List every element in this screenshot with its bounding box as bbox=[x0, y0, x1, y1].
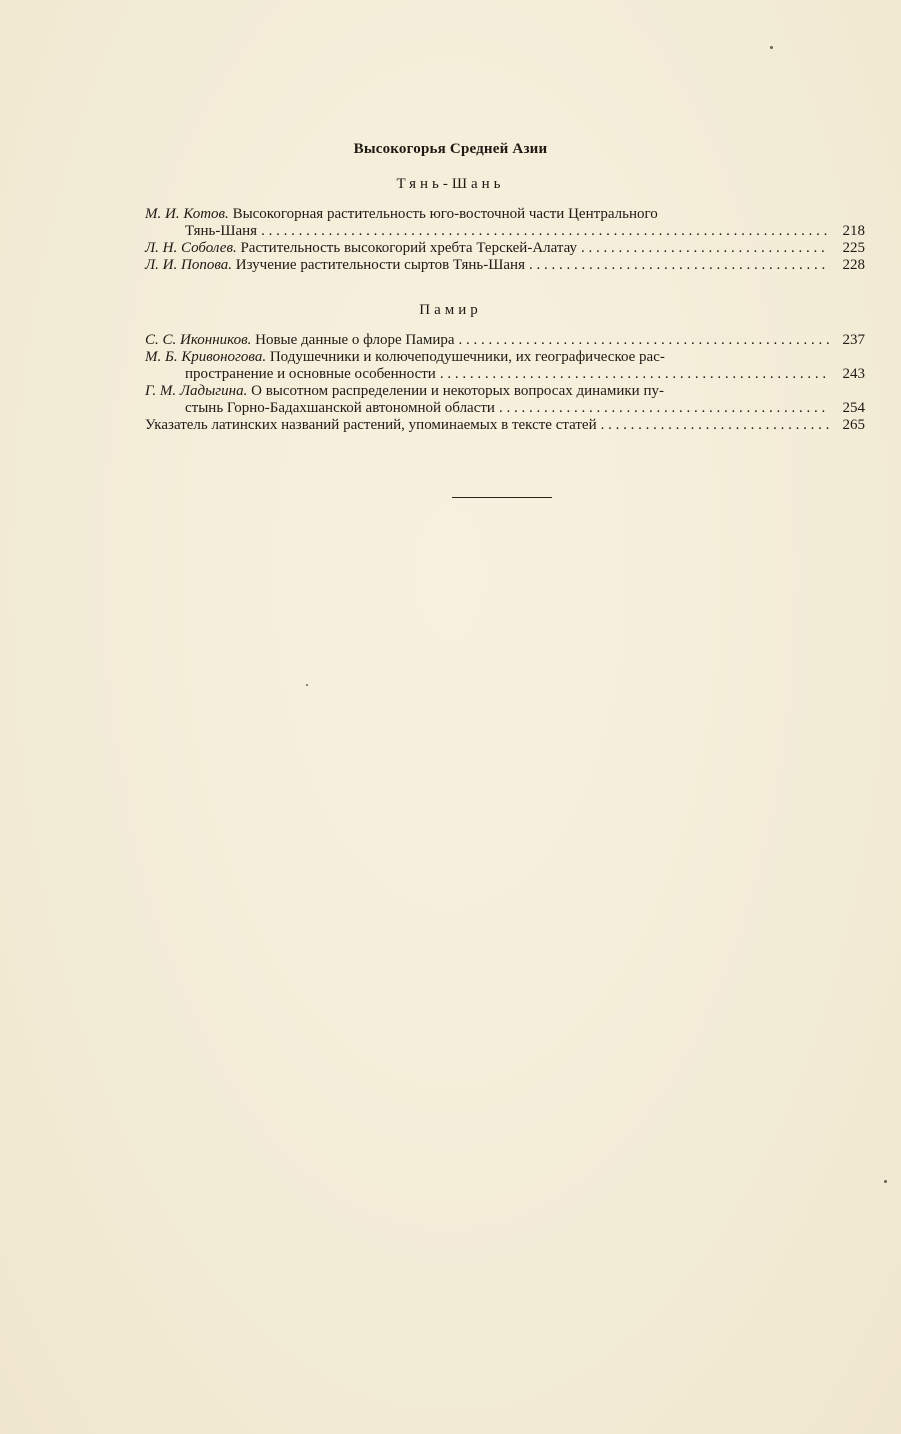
entry-title: Подушечники и колючеподушечники, их географическое рас- bbox=[269, 349, 665, 365]
dot-leader bbox=[529, 257, 829, 274]
index-title: Указатель латинских названий растений, упоминаемых в тексте статей bbox=[145, 417, 597, 433]
entry-title: Высокогорная растительность юго-восточной части Центрального bbox=[232, 206, 658, 222]
entry-page-number: 218 bbox=[842, 223, 865, 239]
toc-entry bbox=[145, 332, 865, 349]
entry-author: М. И. Котов. bbox=[145, 206, 229, 222]
entry-page-number: 228 bbox=[842, 257, 865, 273]
paper-speck bbox=[306, 684, 308, 686]
entry-title: Новые данные о флоре Памира bbox=[255, 332, 455, 348]
dot-leader bbox=[499, 400, 829, 417]
dot-leader bbox=[581, 240, 829, 257]
dot-leader bbox=[440, 366, 829, 383]
entry-page-number: 243 bbox=[842, 366, 865, 382]
entry-title: Растительность высокогорий хребта Терскей-Алатау bbox=[240, 240, 578, 256]
entry-page-number: 254 bbox=[842, 400, 865, 416]
entry-title-continued: стынь Горно-Бадахшанской автономной области bbox=[185, 400, 495, 416]
toc-list-pamir bbox=[145, 332, 865, 434]
entry-author: С. С. Иконников. bbox=[145, 332, 252, 348]
subsection-title-tian-shan: Тянь-Шань bbox=[396, 176, 505, 192]
entry-author: Г. М. Ладыгина. bbox=[145, 383, 248, 399]
section-heading: Высокогорья Средней Азии bbox=[353, 141, 548, 157]
toc-entry-index bbox=[145, 417, 865, 434]
toc-entry bbox=[145, 383, 865, 417]
toc-entry bbox=[145, 257, 865, 274]
toc-entry bbox=[145, 206, 865, 240]
paper-speck bbox=[770, 46, 773, 49]
entry-title: Изучение растительности сыртов Тянь-Шаня bbox=[235, 257, 525, 273]
entry-page-number: 237 bbox=[842, 332, 865, 348]
dot-leader bbox=[261, 223, 829, 240]
dot-leader bbox=[601, 417, 829, 434]
entry-title-continued: Тянь-Шаня bbox=[185, 223, 258, 239]
end-divider bbox=[452, 497, 552, 498]
entry-author: М. Б. Кривоногова. bbox=[145, 349, 267, 365]
entry-title-continued: пространение и основные особенности bbox=[185, 366, 436, 382]
dot-leader bbox=[459, 332, 829, 349]
entry-page-number: 225 bbox=[842, 240, 865, 256]
toc-list-tian-shan bbox=[145, 206, 865, 274]
paper-speck bbox=[884, 1180, 887, 1183]
entry-page-number: 265 bbox=[842, 417, 865, 433]
entry-title: О высотном распределении и некоторых вопросах динамики пу- bbox=[251, 383, 664, 399]
toc-entry bbox=[145, 240, 865, 257]
entry-author: Л. Н. Соболев. bbox=[145, 240, 237, 256]
subsection-title-pamir: Памир bbox=[419, 302, 482, 318]
toc-entry bbox=[145, 349, 865, 383]
entry-author: Л. И. Попова. bbox=[145, 257, 232, 273]
